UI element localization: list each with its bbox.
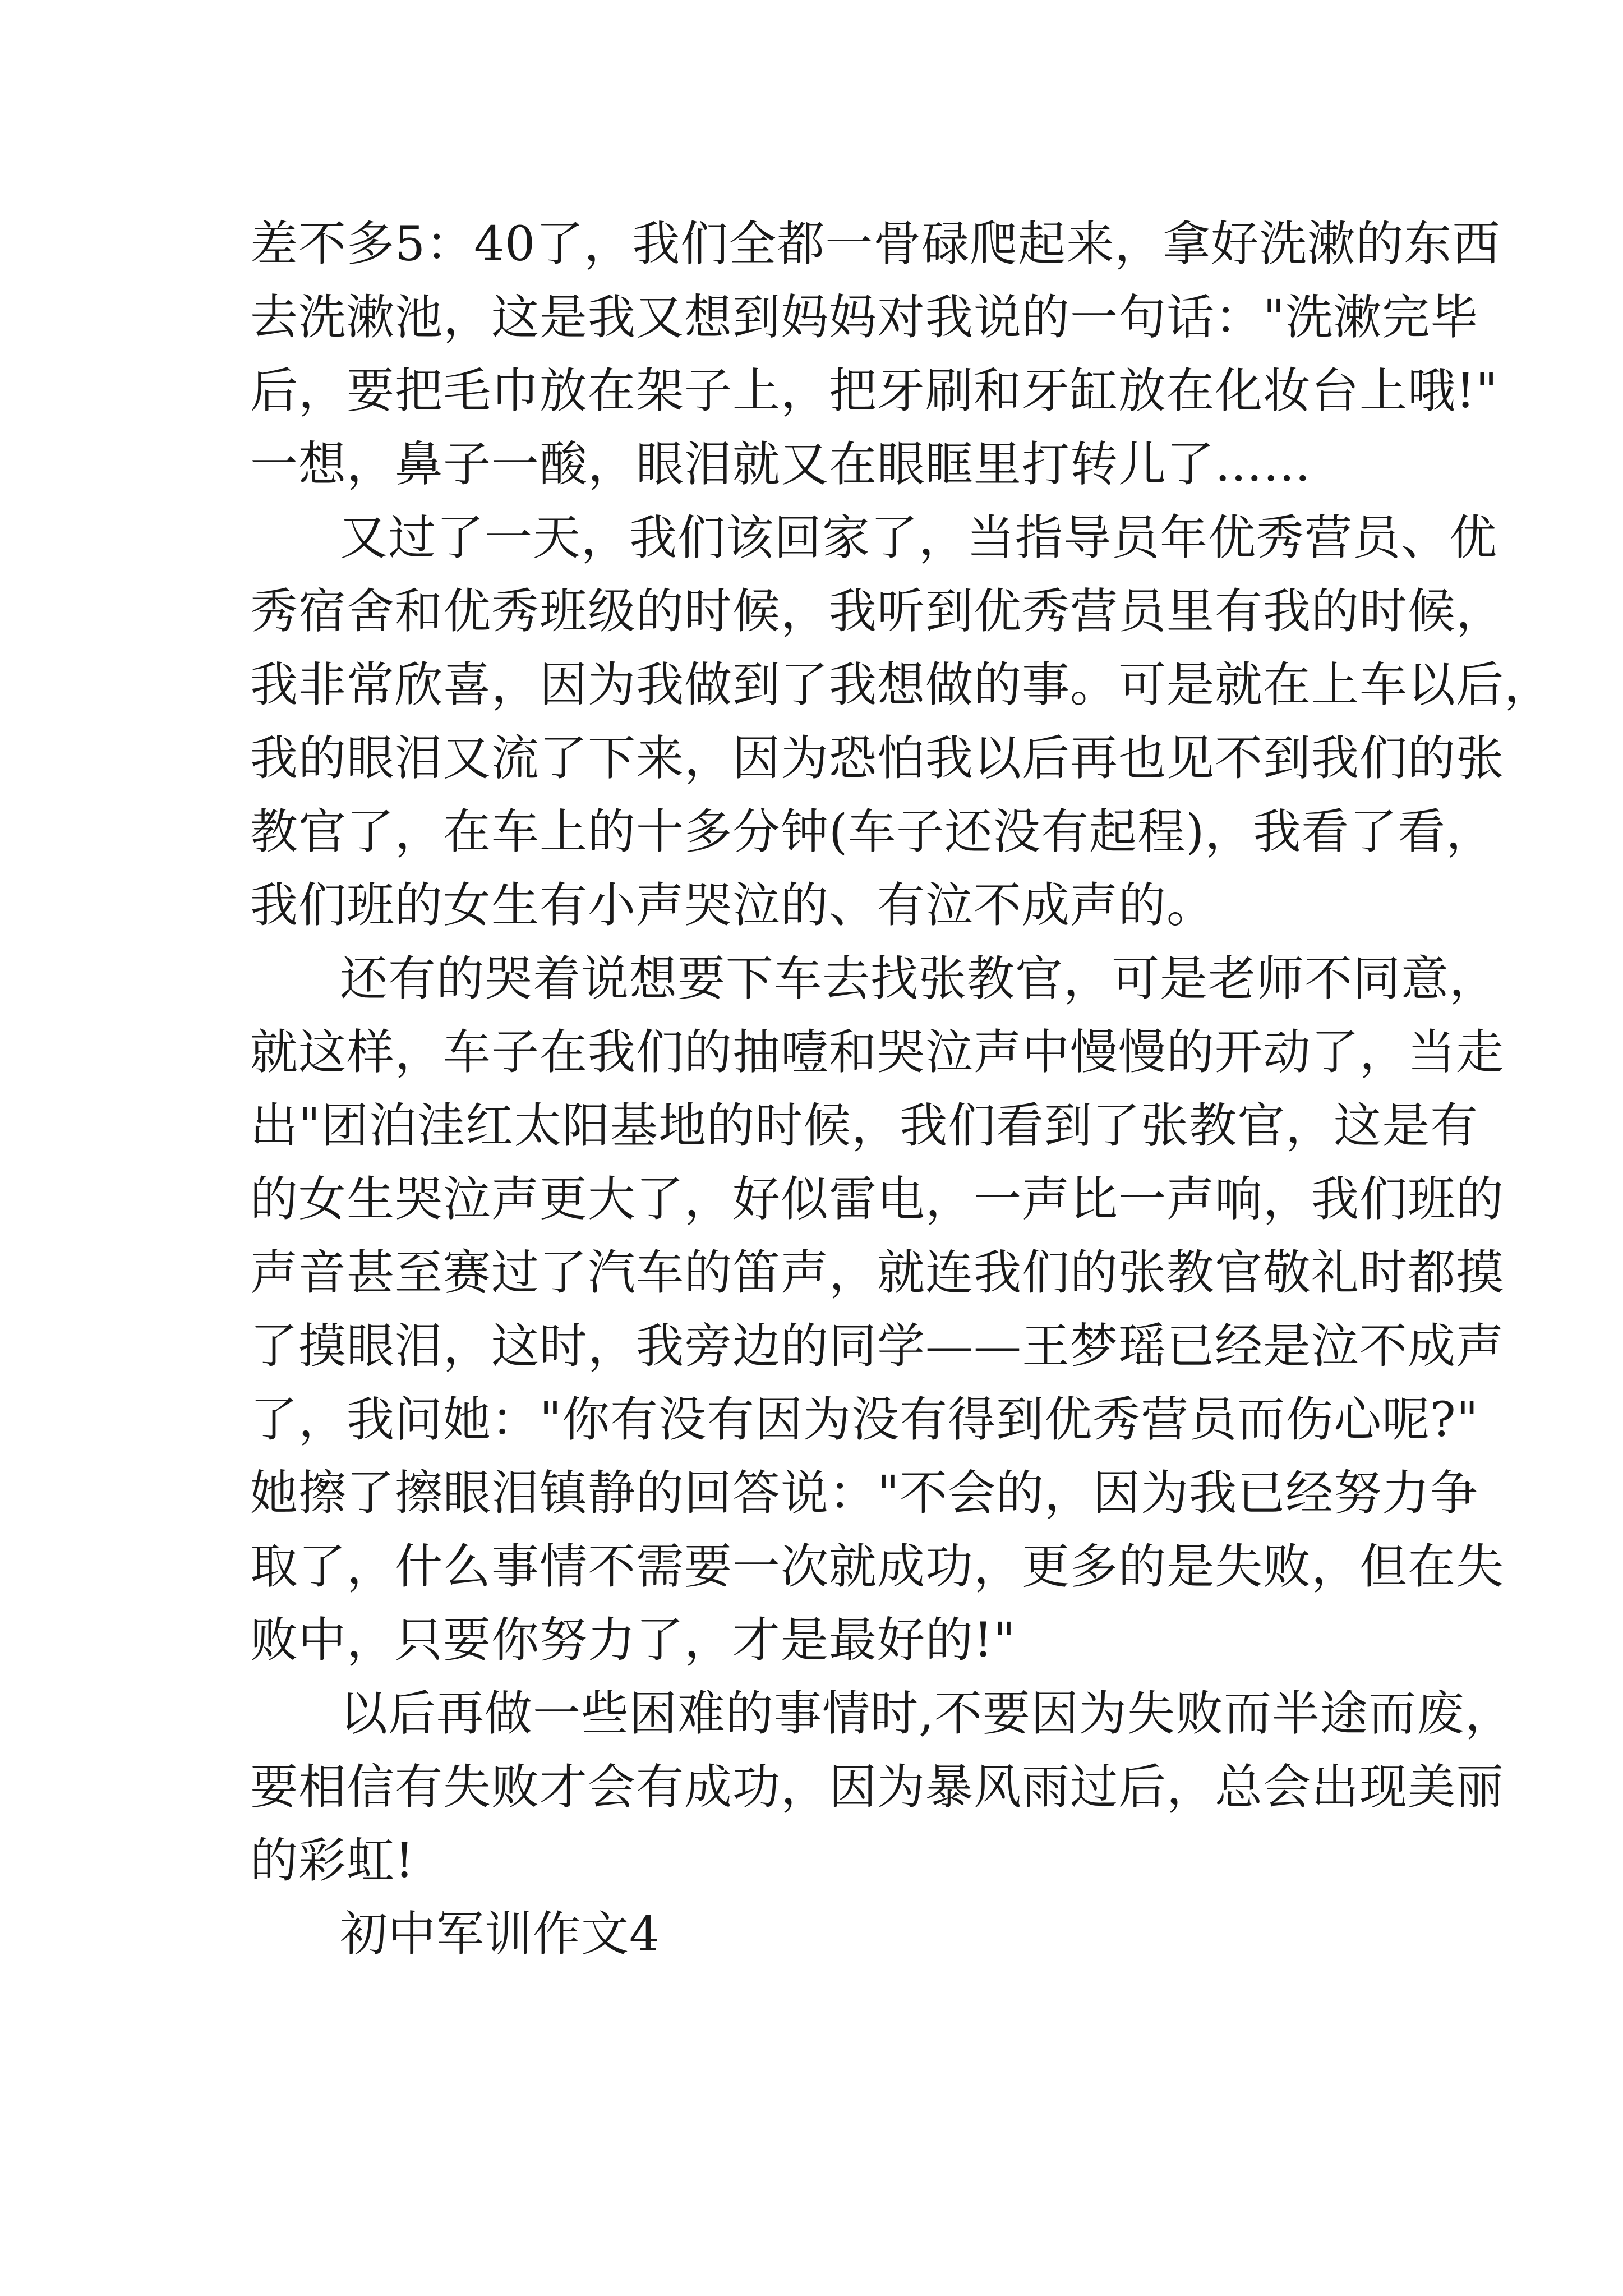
- text-line: 就这样，车子在我们的抽噎和哭泣声中慢慢的开动了，当走: [250, 1025, 1505, 1080]
- text-line: 我非常欣喜，因为我做到了我想做的事。可是就在上车以后，: [250, 657, 1553, 713]
- text-line: 了摸眼泪，这时，我旁边的同学——王梦瑶已经是泣不成声: [250, 1319, 1505, 1374]
- section-heading: 初中军训作文4: [340, 1907, 661, 1962]
- text-line: 教官了，在车上的十多分钟(车子还没有起程)，我看了看，: [250, 804, 1495, 860]
- text-line: 了，我问她："你有没有因为没有得到优秀营员而伤心呢?": [250, 1392, 1479, 1448]
- text-line: 秀宿舍和优秀班级的时候，我听到优秀营员里有我的时候，: [250, 584, 1505, 639]
- text-line: 败中，只要你努力了，才是最好的!": [250, 1613, 1016, 1668]
- text-line: 她擦了擦眼泪镇静的回答说："不会的，因为我已经努力争: [250, 1466, 1479, 1521]
- text-line: 要相信有失败才会有成功，因为暴风雨过后，总会出现美丽: [250, 1760, 1505, 1815]
- text-line: 取了，什么事情不需要一次就成功，更多的是失败，但在失: [250, 1539, 1505, 1595]
- text-line: 的女生哭泣声更大了，好似雷电，一声比一声响，我们班的: [250, 1172, 1505, 1227]
- paragraph-start-line: 又过了一天，我们该回家了，当指导员年优秀营员、优: [340, 510, 1498, 566]
- essay-body: [250, 208, 1553, 1971]
- text-line: 出"团泊洼红太阳基地的时候，我们看到了张教官，这是有: [250, 1098, 1479, 1154]
- text-line: 我们班的女生有小声哭泣的、有泣不成声的。: [250, 878, 1215, 933]
- text-line: 声音甚至赛过了汽车的笛声，就连我们的张教官敬礼时都摸: [250, 1245, 1505, 1301]
- text-line: 我的眼泪又流了下来，因为恐怕我以后再也见不到我们的张: [250, 731, 1505, 786]
- text-line: 一想，鼻子一酸，眼泪就又在眼眶里打转儿了……: [250, 437, 1312, 493]
- paragraph-start-line: 以后再做一些困难的事情时,不要因为失败而半途而废，: [340, 1686, 1514, 1742]
- text-line: 后，要把毛巾放在架子上，把牙刷和牙缸放在化妆台上哦!": [250, 364, 1498, 419]
- paragraph-start-line: 还有的哭着说想要下车去找张教官，可是老师不同意，: [340, 951, 1498, 1007]
- text-line: 差不多5：40了，我们全都一骨碌爬起来，拿好洗漱的东西: [250, 217, 1501, 272]
- text-line: 去洗漱池，这是我又想到妈妈对我说的一句话："洗漱完毕: [250, 290, 1479, 346]
- text-line: 的彩虹!: [250, 1833, 415, 1889]
